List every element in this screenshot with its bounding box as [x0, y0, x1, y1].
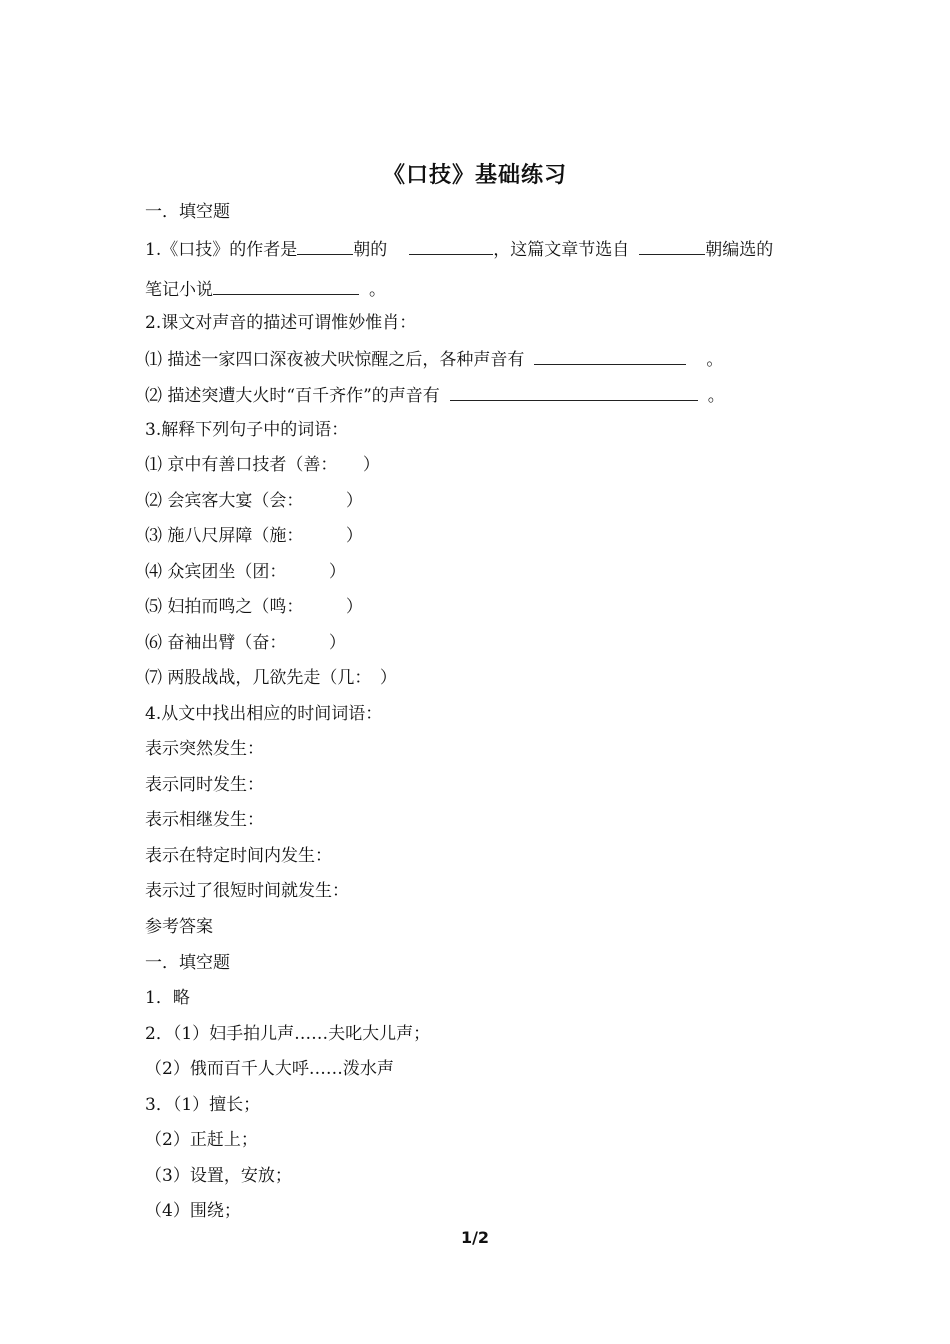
answers-heading: 参考答案: [145, 917, 213, 937]
current-page: 1: [460, 1228, 473, 1247]
q2-p2-text: ⑵ 描述突遭大火时“百千齐作”的声音有: [145, 386, 440, 406]
answer-line: （3）设置，安放；: [145, 1166, 292, 1186]
question-3-item: ⑵ 会宾客大宴（会： ）: [145, 491, 363, 511]
q1-text-a: 1.《口技》的作者是: [145, 240, 298, 260]
question-3-item: ⑴ 京中有善口技者（善： ）: [145, 455, 380, 475]
question-4-item: 表示在特定时间内发生：: [145, 846, 332, 866]
answer-line: （2）正赶上；: [145, 1130, 258, 1150]
answer-line: （2）俄而百千人大呼……泼水声: [145, 1059, 394, 1079]
q1-text-c: ，这篇文章节选自: [493, 240, 630, 260]
question-4-item: 表示过了很短时间就发生：: [145, 881, 349, 901]
question-4-intro: 4.从文中找出相应的时间词语：: [145, 704, 383, 724]
q2-p1-end: 。: [706, 350, 724, 370]
question-3-item: ⑹ 奋袖出臂（奋： ）: [145, 633, 346, 653]
q2-p1-text: ⑴ 描述一家四口深夜被犬吠惊醒之后，各种声音有: [145, 350, 525, 370]
question-3-item: ⑸ 妇拍而鸣之（鸣： ）: [145, 597, 363, 617]
section-heading: 一．填空题: [145, 202, 230, 222]
q1-blank-dynasty-2: [639, 236, 705, 255]
q1-blank-dynasty: [297, 236, 353, 255]
question-2-intro: 2.课文对声音的描述可谓惟妙惟肖：: [145, 313, 417, 333]
total-pages: 2: [477, 1228, 490, 1247]
q1-text-b: 朝的: [353, 240, 388, 260]
question-3-intro: 3.解释下列句子中的词语：: [145, 420, 349, 440]
answer-line: 2．（1）妇手拍儿声……夫叱大儿声；: [145, 1024, 431, 1044]
question-4-item: 表示突然发生：: [145, 739, 264, 759]
answer-line: 3．（1）擅长；: [145, 1095, 261, 1115]
q2-p2-end: 。: [707, 386, 725, 406]
page-separator: /: [472, 1228, 478, 1247]
question-3-item: ⑺ 两股战战，几欲先走（几： ）: [145, 668, 397, 688]
document-title: 《口技》基础练习: [382, 163, 567, 188]
q1-text-f: 。: [369, 280, 386, 300]
answer-line: （4）围绕；: [145, 1201, 241, 1221]
question-2-part-1: [145, 346, 723, 372]
q1-text-e: 笔记小说: [145, 280, 213, 300]
answers-section-heading: 一．填空题: [145, 953, 230, 973]
q1-blank-author: [409, 236, 493, 255]
question-4-item: 表示同时发生：: [145, 775, 264, 795]
q1-text-d: 朝编选的: [705, 240, 774, 260]
q2-p1-blank: [534, 346, 686, 365]
question-3-item: ⑷ 众宾团坐（团： ）: [145, 562, 346, 582]
question-2-part-2: [145, 382, 725, 408]
answer-line: 1．略: [145, 988, 190, 1008]
page-number: [0, 1228, 950, 1247]
question-1-line-2: [145, 276, 386, 302]
q2-p2-blank: [450, 382, 698, 401]
question-3-item: ⑶ 施八尺屏障（施： ）: [145, 526, 363, 546]
question-1-line-1: [145, 236, 773, 262]
q1-blank-book: [213, 276, 359, 295]
question-4-item: 表示相继发生：: [145, 810, 264, 830]
